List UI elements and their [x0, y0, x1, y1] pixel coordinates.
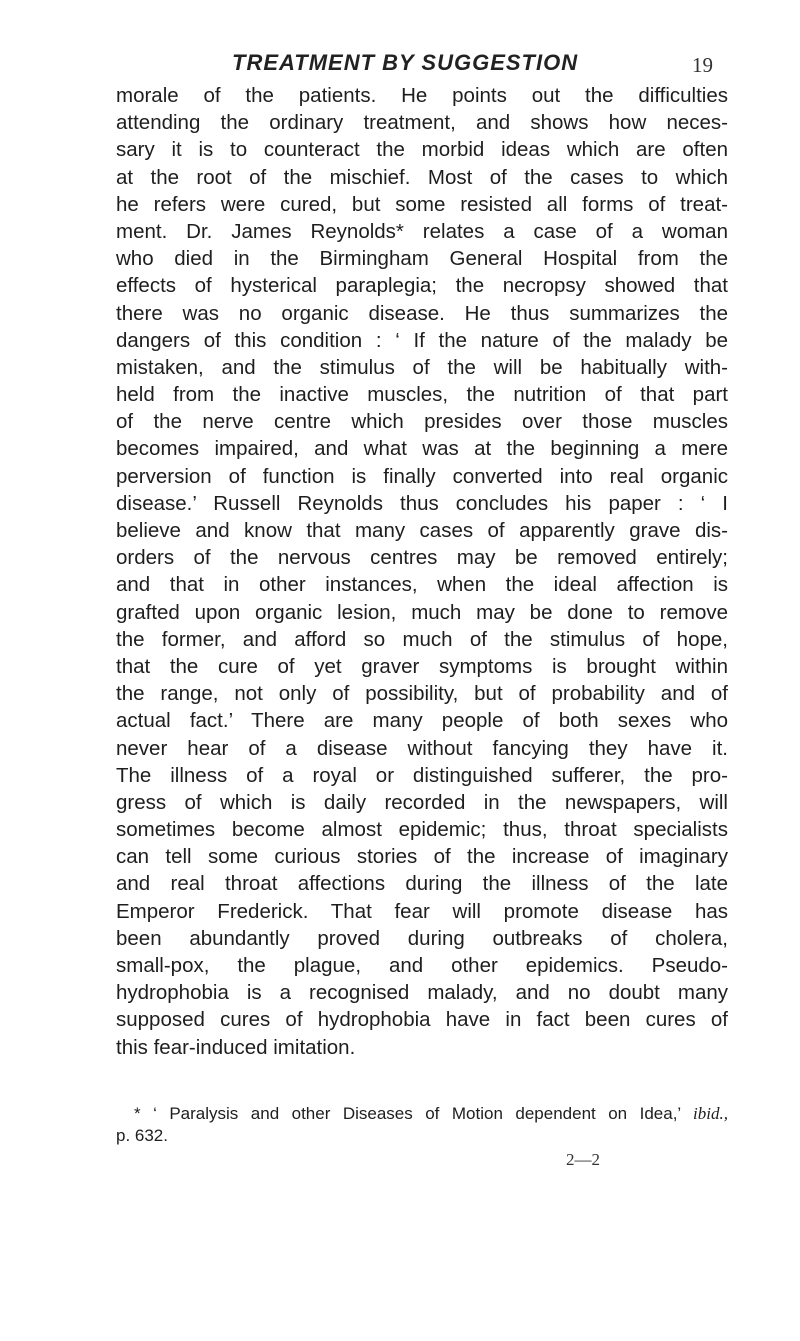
text-line: this fear-induced imitation.: [116, 1035, 356, 1059]
text-line: at the root of the mischief. Most of the cases to which: [116, 165, 728, 189]
text-line: becomes impaired, and what was at the beginning a mere: [116, 437, 728, 461]
text-line: held from the inactive muscles, the nutrition of that part: [116, 383, 728, 407]
running-title: TREATMENT BY SUGGESTION: [232, 50, 579, 75]
text-line: attending the ordinary treatment, and shows how neces-: [116, 111, 728, 135]
text-line: who died in the Birmingham General Hospital from the: [116, 247, 728, 271]
text-line: he refers were cured, but some resisted all forms of treat-: [116, 192, 728, 216]
text-line: hydrophobia is a recognised malady, and no doubt many: [116, 981, 728, 1005]
text-line: actual fact.’ There are many people of both sexes who: [116, 709, 728, 733]
text-line: and that in other instances, when the ideal affection is: [116, 573, 728, 597]
text-line: small-pox, the plague, and other epidemics. Pseudo-: [116, 954, 728, 977]
text-line: morale of the patients. He points out the difficulties: [116, 84, 728, 107]
text-line: that the cure of yet graver symptoms is brought within: [116, 654, 728, 678]
text-line: and real throat affections during the illness of the late: [116, 872, 728, 896]
text-line: been abundantly proved during outbreaks of cholera,: [116, 926, 728, 950]
footnote-text: * ‘ Paralysis and other Diseases of Motion dependent on Idea,’: [134, 1104, 681, 1123]
text-line: there was no organic disease. He thus summarizes the: [116, 301, 728, 325]
text-line: sary it is to counteract the morbid ideas which are often: [116, 138, 728, 162]
text-line: supposed cures of hydrophobia have in fact been cures of: [116, 1008, 728, 1032]
text-line: Emperor Frederick. That fear will promote disease has: [116, 899, 728, 923]
text-line: the range, not only of possibility, but of probability and of: [116, 682, 728, 706]
text-line: The illness of a royal or distinguished sufferer, the pro-: [116, 763, 728, 787]
text-line: disease.’ Russell Reynolds thus concludes his paper : ‘ I: [116, 491, 728, 515]
text-line: gress of which is daily recorded in the newspapers, will: [116, 790, 728, 814]
signature-mark: 2—2: [566, 1150, 600, 1169]
footnote: [116, 1103, 728, 1147]
text-line: never hear of a disease without fancying they have it.: [116, 736, 728, 760]
text-line: sometimes become almost epidemic; thus, throat specialists: [116, 818, 728, 842]
text-line: can tell some curious stories of the increase of imaginary: [116, 845, 728, 869]
footnote-line: [116, 1103, 728, 1125]
text-line: the former, and afford so much of the stimulus of hope,: [116, 627, 728, 651]
footnote-ibid: ibid.,: [693, 1104, 728, 1123]
text-line: mistaken, and the stimulus of the will be habitually with-: [116, 355, 728, 379]
page-number: 19: [692, 53, 713, 77]
text-line: grafted upon organic lesion, much may be done to remove: [116, 600, 728, 624]
text-line: orders of the nervous centres may be removed entirely;: [116, 546, 728, 570]
text-line: perversion of function is finally converted into real organic: [116, 464, 728, 488]
text-line: effects of hysterical paraplegia; the necropsy showed that: [116, 274, 728, 298]
text-line: ment. Dr. James Reynolds* relates a case of a woman: [116, 219, 728, 243]
text-line: of the nerve centre which presides over those muscles: [116, 410, 728, 434]
text-line: believe and know that many cases of apparently grave dis-: [116, 519, 728, 542]
text-line: dangers of this condition : ‘ If the nature of the malady be: [116, 328, 728, 352]
body-text: [116, 82, 728, 1061]
footnote-continuation: p. 632.: [116, 1126, 168, 1145]
